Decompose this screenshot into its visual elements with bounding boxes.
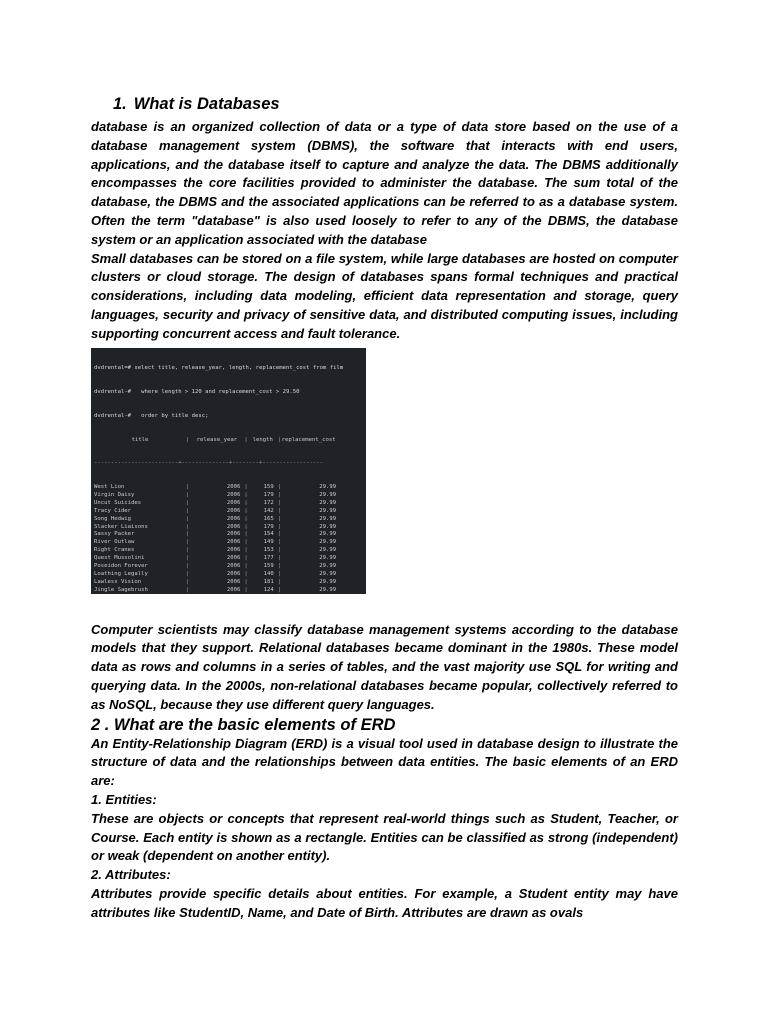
terminal-result-row: West Lion | 2006 | 159 | 29.99: [94, 483, 337, 490]
terminal-command-line: dvdrental=# select title, release_year, length, replacement_cost from film: [94, 365, 344, 372]
terminal-cell-cost: 29.99: [319, 523, 337, 530]
terminal-cell-title: Tracy Cider: [94, 507, 132, 514]
terminal-cell-cost: 29.99: [319, 483, 337, 490]
terminal-cell-title: Slacker Liaisons: [94, 523, 148, 530]
terminal-cell-year: 2006: [226, 539, 241, 546]
terminal-cell-length: 165: [263, 515, 274, 522]
terminal-cell-cost: 29.99: [319, 491, 337, 498]
terminal-header-cost: replacement_cost: [281, 436, 336, 443]
attributes-text: Attributes provide specific details about entities. For example, a Student entity may have attributes like StudentID, Name, and Date of Birth. Attributes are drawn as ovals: [91, 885, 678, 920]
terminal-header-row: title | release_year | length | replacement_cost: [94, 437, 363, 445]
terminal-cell-cost: 29.99: [319, 499, 337, 506]
terminal-cell-year: 2006: [226, 499, 241, 506]
terminal-cell-title: Poseidon Forever: [94, 563, 148, 570]
terminal-result-row: Uncut Suicides | 2006 | 172 | 29.99: [94, 499, 337, 506]
terminal-cell-title: Jingle Sagebrush: [94, 586, 148, 593]
terminal-cell-length: 181: [263, 578, 274, 585]
terminal-cell-length: 142: [263, 507, 274, 514]
terminal-cell-cost: 29.99: [319, 515, 337, 522]
terminal-cell-year: 2006: [226, 586, 241, 593]
terminal-cell-length: 179: [263, 491, 274, 498]
terminal-result-rows: [94, 484, 363, 594]
terminal-result-row: Tracy Cider | 2006 | 142 | 29.99: [94, 507, 337, 514]
terminal-cell-cost: 29.99: [319, 539, 337, 546]
terminal-cell-length: 153: [263, 547, 274, 554]
terminal-cell-cost: 29.99: [319, 555, 337, 562]
terminal-result-row: Poseidon Forever | 2006 | 159 | 29.99: [94, 563, 337, 570]
attributes-heading: 2. Attributes:: [91, 867, 171, 883]
terminal-cell-year: 2006: [226, 491, 241, 498]
terminal-cell-title: Right Cranes: [94, 547, 135, 554]
terminal-cell-title: Loathing Legally: [94, 570, 148, 577]
entities-text: These are objects or concepts that represent real-world things such as Student, Teacher, or Course. Each entity is shown as a rectangle. Entities can be classified as strong (independent) or weak (dependent on another entity).: [91, 810, 678, 864]
terminal-result-row: Lawless Vision | 2006 | 181 | 29.99: [94, 578, 337, 585]
terminal-result-row: River Outlaw | 2006 | 149 | 29.99: [94, 539, 337, 546]
terminal-cell-length: 159: [263, 483, 274, 490]
terminal-cell-length: 179: [263, 523, 274, 530]
terminal-divider: -------------------------+--------------+--------+------------------: [94, 460, 324, 467]
terminal-cell-year: 2006: [226, 507, 241, 514]
terminal-cell-cost: 29.99: [319, 531, 337, 538]
terminal-cell-length: 124: [263, 586, 274, 593]
terminal-cell-cost: 29.99: [319, 578, 337, 585]
terminal-cell-length: 154: [263, 531, 274, 538]
terminal-result-row: Right Cranes | 2006 | 153 | 29.99: [94, 547, 337, 554]
terminal-cell-year: 2006: [226, 547, 241, 554]
terminal-cell-length: 140: [263, 570, 274, 577]
terminal-header-title: title: [131, 436, 149, 443]
document-page: [91, 94, 678, 923]
terminal-cell-title: Quest Mussolini: [94, 555, 145, 562]
terminal-cell-title: Sassy Packer: [94, 531, 135, 538]
terminal-screenshot: [91, 348, 366, 594]
terminal-command-line: dvdrental-# order by title desc;: [94, 412, 209, 419]
paragraph-3: Computer scientists may classify database management systems according to the database models that they support. Relational databases became dominant in the 1980s. These model data as rows and columns in a series of tables, and the vast majority use SQL for writing and querying data. In the 2000s, non-relational databases became popular, collectively referred to as NoSQL, because they use different query languages.: [91, 621, 678, 712]
terminal-cell-year: 2006: [226, 578, 241, 585]
terminal-result-row: Loathing Legally | 2006 | 140 | 29.99: [94, 570, 337, 577]
terminal-result-row: Sassy Packer | 2006 | 154 | 29.99: [94, 531, 337, 538]
terminal-result-row: Jingle Sagebrush | 2006 | 124 | 29.99: [94, 586, 337, 593]
terminal-cell-length: 159: [263, 563, 274, 570]
section-2-intro: An Entity-Relationship Diagram (ERD) is a visual tool used in database design to illustrate the structure of data and the relationships between data entities. The basic elements of an ERD are:: [91, 735, 678, 789]
terminal-cell-cost: 29.99: [319, 570, 337, 577]
terminal-cell-length: 149: [263, 539, 274, 546]
terminal-cell-year: 2006: [226, 483, 241, 490]
section-1-number: 1.: [113, 95, 127, 113]
terminal-cell-cost: 29.99: [319, 507, 337, 514]
entities-heading: 1. Entities:: [91, 791, 157, 807]
terminal-cell-cost: 29.99: [319, 586, 337, 593]
terminal-cell-title: Song Hedwig: [94, 515, 132, 522]
terminal-result-row: Quest Mussolini | 2006 | 177 | 29.99: [94, 555, 337, 562]
terminal-cell-title: West Lion: [94, 483, 125, 490]
section-2-heading: 2 . What are the basic elements of ERD: [91, 715, 396, 734]
terminal-header-length: length: [252, 436, 273, 443]
section-1-title: What is Databases: [133, 95, 280, 113]
terminal-cell-title: River Outlaw: [94, 539, 135, 546]
terminal-cell-cost: 29.99: [319, 547, 337, 554]
terminal-cell-year: 2006: [226, 563, 241, 570]
terminal-cell-year: 2006: [226, 570, 241, 577]
section-1-paragraph-2: Small databases can be stored on a file system, while large databases are hosted on computer clusters or cloud storage. The design of databases spans formal techniques and practical considerations, including data modeling, efficient data representation and storage, query languages, security and privacy of sensitive data, and distributed computing issues, including supporting concurrent access and fault tolerance.: [91, 250, 678, 341]
terminal-cell-year: 2006: [226, 555, 241, 562]
terminal-cell-title: Uncut Suicides: [94, 499, 142, 506]
terminal-cell-cost: 29.99: [319, 563, 337, 570]
terminal-result-row: Song Hedwig | 2006 | 165 | 29.99: [94, 515, 337, 522]
terminal-cell-length: 177: [263, 555, 274, 562]
section-1-paragraph-1: database is an organized collection of data or a type of data store based on the use of a database management system (DBMS), the software that interacts with end users, applications, and the database itself to capture and analyze the data. The DBMS additionally encompasses the core facilities provided to administer the database. The sum total of the database, the DBMS and the associated applications can be referred to as a database system. Often the term "database" is also used loosely to refer to any of the DBMS, the database system or an application associated with the database: [91, 119, 678, 247]
terminal-cell-length: 172: [263, 499, 274, 506]
terminal-cell-year: 2006: [226, 515, 241, 522]
terminal-cell-title: Lawless Vision: [94, 578, 142, 585]
terminal-cell-year: 2006: [226, 523, 241, 530]
terminal-cell-year: 2006: [226, 531, 241, 538]
terminal-header-year: release_year: [196, 436, 238, 443]
terminal-result-row: Slacker Liaisons | 2006 | 179 | 29.99: [94, 523, 337, 530]
section-1-heading: [91, 94, 678, 114]
terminal-command-line: dvdrental-# where length > 120 and replacement_cost > 29.50: [94, 389, 300, 396]
terminal-cell-title: Virgin Daisy: [94, 491, 135, 498]
terminal-result-row: Virgin Daisy | 2006 | 179 | 29.99: [94, 491, 337, 498]
